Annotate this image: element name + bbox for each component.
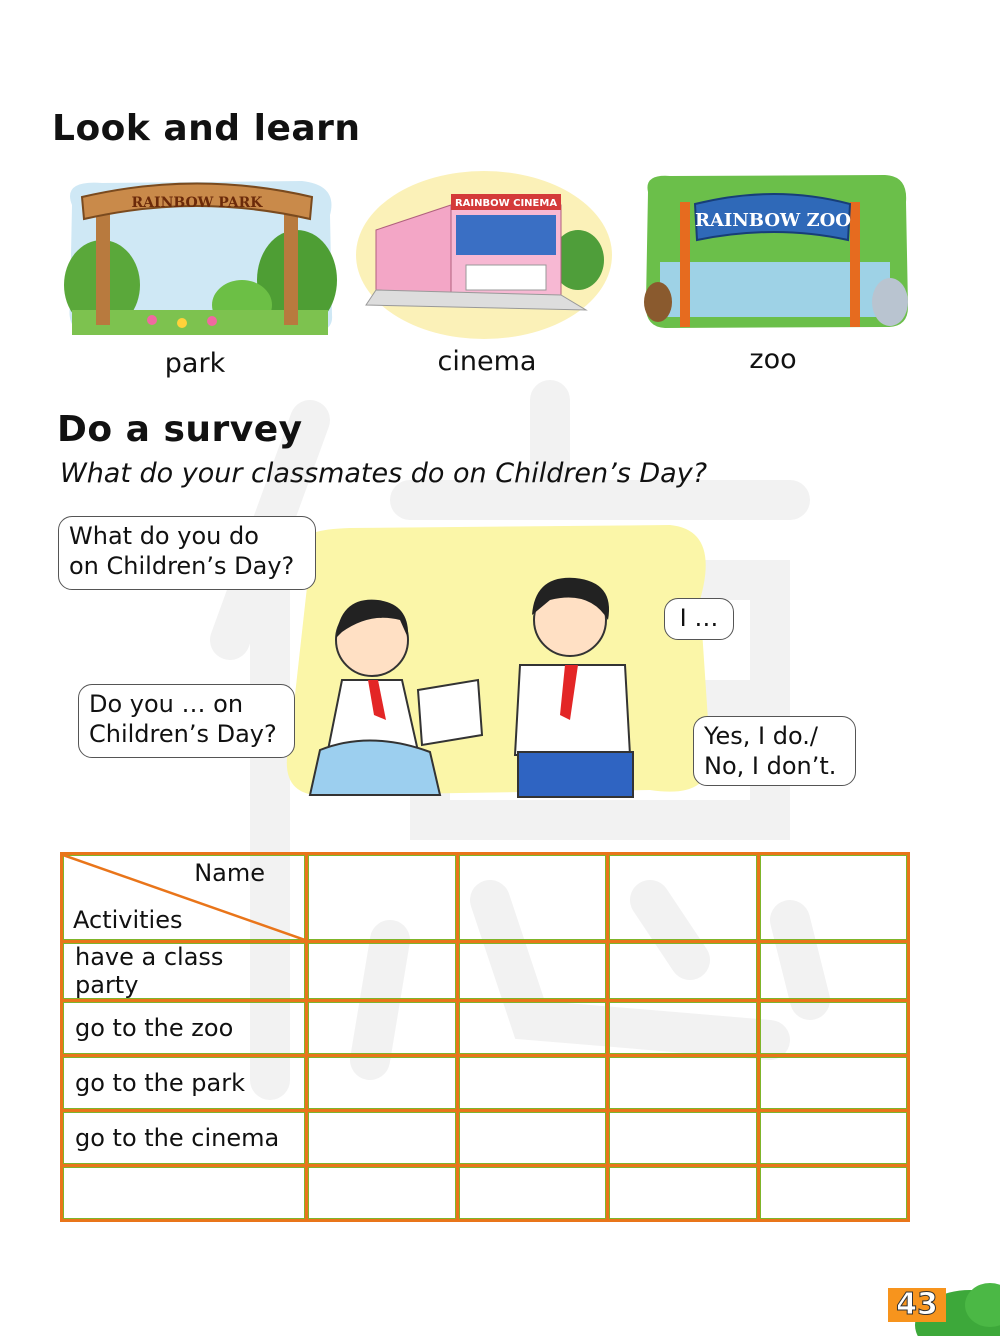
table-row bbox=[62, 1001, 909, 1056]
answer-cell[interactable] bbox=[608, 1111, 759, 1166]
answer-cell[interactable] bbox=[457, 1056, 608, 1111]
answer-cell[interactable] bbox=[758, 1111, 909, 1166]
survey-table bbox=[60, 852, 910, 1222]
bubble-line: What do you do bbox=[69, 522, 259, 550]
word-cinema: cinema bbox=[437, 346, 537, 377]
name-cell-3[interactable] bbox=[608, 854, 759, 942]
bubble-line: No, I don’t. bbox=[704, 752, 837, 780]
header-diagonal-cell bbox=[62, 854, 307, 942]
answer-cell[interactable] bbox=[608, 1056, 759, 1111]
page-number: 43 bbox=[888, 1288, 946, 1322]
bubble-line: Children’s Day? bbox=[89, 720, 277, 748]
word-park: park bbox=[164, 348, 226, 379]
answer-cell[interactable] bbox=[307, 1001, 458, 1056]
table-row bbox=[62, 1111, 909, 1166]
answer-cell[interactable] bbox=[307, 1166, 458, 1221]
bubble-what-do-you-do bbox=[58, 516, 316, 590]
survey-question: What do your classmates do on Children’s Day? bbox=[60, 458, 708, 489]
name-cell-2[interactable] bbox=[457, 854, 608, 942]
bubble-do-you bbox=[78, 684, 295, 758]
name-cell-1[interactable] bbox=[307, 854, 458, 942]
answer-cell[interactable] bbox=[457, 1111, 608, 1166]
children-scene bbox=[270, 520, 720, 810]
bubble-line: Yes, I do./ bbox=[704, 722, 818, 750]
answer-cell[interactable] bbox=[608, 942, 759, 1001]
activity-cell: have a class party bbox=[62, 942, 307, 1001]
table-row bbox=[62, 942, 909, 1001]
cinema-sign-text: RAINBOW CINEMA bbox=[454, 198, 558, 209]
table-row bbox=[62, 1166, 909, 1221]
activity-cell: go to the zoo bbox=[62, 1001, 307, 1056]
bubble-yes-no bbox=[693, 716, 856, 786]
look-and-learn-title: Look and learn bbox=[52, 108, 361, 149]
zoo-sign-text: RAINBOW ZOO bbox=[694, 210, 852, 231]
answer-cell[interactable] bbox=[457, 942, 608, 1001]
park-sign-text: RAINBOW PARK bbox=[131, 195, 263, 211]
bubble-line: Do you … on bbox=[89, 690, 244, 718]
answer-cell[interactable] bbox=[608, 1001, 759, 1056]
bubble-line: on Children’s Day? bbox=[69, 552, 295, 580]
answer-cell[interactable] bbox=[758, 1056, 909, 1111]
answer-cell[interactable] bbox=[608, 1166, 759, 1221]
answer-cell[interactable] bbox=[457, 1001, 608, 1056]
activity-cell: go to the cinema bbox=[62, 1111, 307, 1166]
header-name: Name bbox=[194, 859, 265, 887]
table-header-row bbox=[62, 854, 909, 942]
name-cell-4[interactable] bbox=[758, 854, 909, 942]
bubble-i: I … bbox=[664, 598, 734, 640]
header-activities: Activities bbox=[73, 906, 183, 934]
activity-cell: go to the park bbox=[62, 1056, 307, 1111]
cinema-illustration bbox=[356, 170, 612, 340]
activity-cell-blank[interactable] bbox=[62, 1166, 307, 1221]
park-illustration bbox=[62, 175, 338, 337]
answer-cell[interactable] bbox=[758, 1001, 909, 1056]
answer-cell[interactable] bbox=[307, 1056, 458, 1111]
answer-cell[interactable] bbox=[758, 1166, 909, 1221]
answer-cell[interactable] bbox=[758, 942, 909, 1001]
zoo-illustration bbox=[640, 172, 910, 330]
table-row bbox=[62, 1056, 909, 1111]
do-a-survey-title: Do a survey bbox=[57, 409, 303, 450]
answer-cell[interactable] bbox=[457, 1166, 608, 1221]
word-zoo: zoo bbox=[749, 344, 797, 375]
answer-cell[interactable] bbox=[307, 942, 458, 1001]
answer-cell[interactable] bbox=[307, 1111, 458, 1166]
